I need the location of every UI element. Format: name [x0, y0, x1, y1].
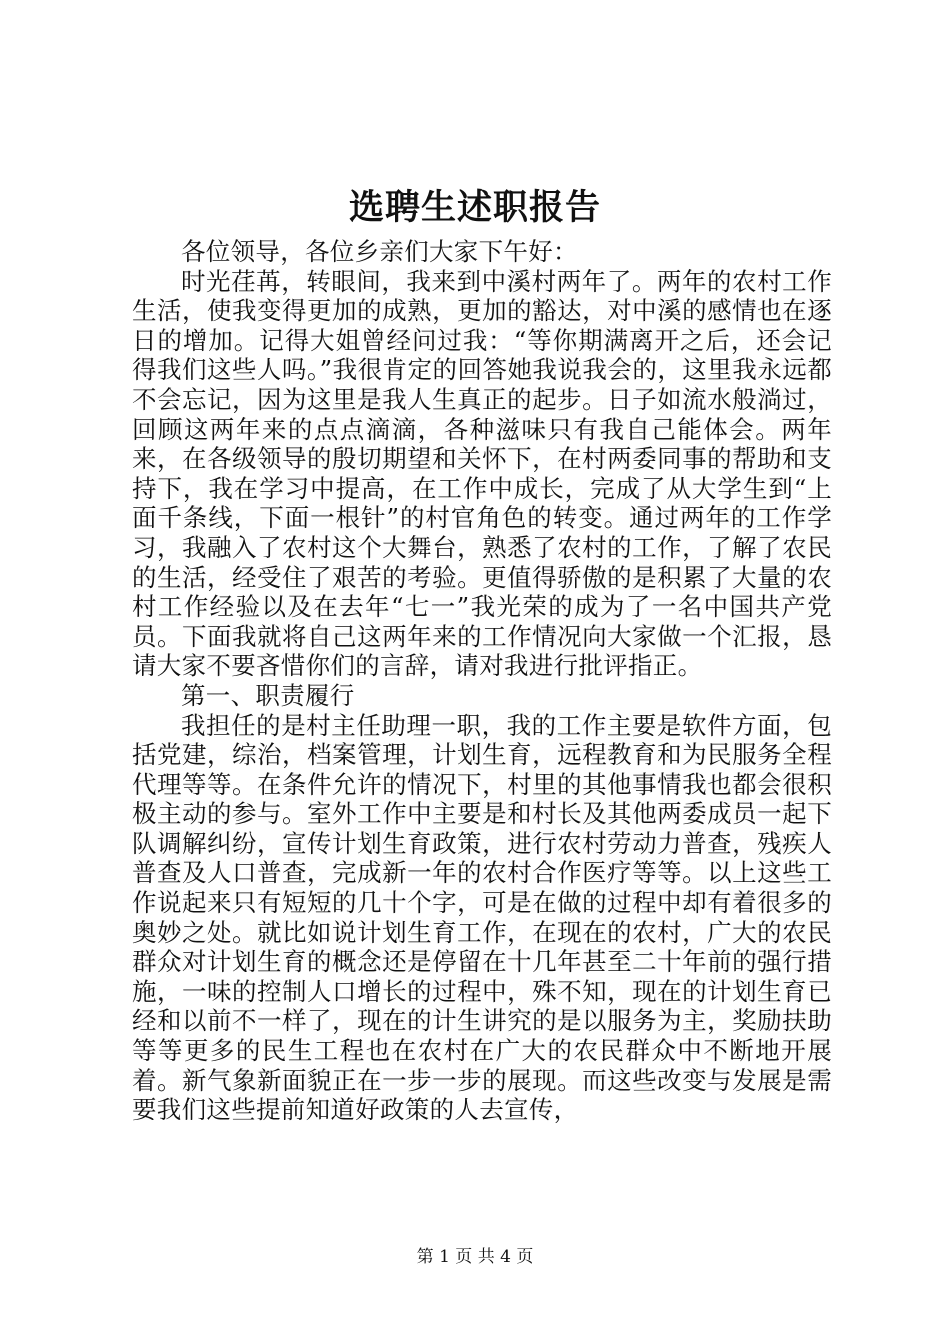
page-number-footer: 第 1 页 共 4 页: [416, 1247, 534, 1267]
section-heading: 第一、职责履行: [181, 680, 355, 710]
greeting-paragraph: 各位领导，各位乡亲们大家下午好：: [181, 237, 578, 266]
document-body: [132, 237, 832, 1125]
duties-paragraph: 我担任的是村主任助理一职，我的工作主要是软件方面，包括党建，综治，档案管理，计划生育，远程教育和为民服务全程代理等等。在条件允许的情况下，村里的其他事情我也都会很积极主动的参与。室外工作中主要是和村长及其他两委成员一起下队调解纠纷，宣传计划生育政策，进行农村劳动力普查，残疾人普查及人口普查，完成新一年的农村合作医疗等等。以上这些工作说起来只有短短的几十个字，可是在做的过程中却有着很多的奥妙之处。就比如说计划生育工作，在现在的农村，广大的农民群众对计划生育的概念还是停留在十几年甚至二十年前的强行措施，一味的控制人口增长的过程中，殊不知，现在的计划生育已经和以前不一样了，现在的计生讲究的是以服务为主，奖励扶助等等更多的民生工程也在农村在广大的农民群众中不断地开展着。新气象新面貌正在一步一步的展现。而这些改变与发展是需要我们这些提前知道好政策的人去宣传，: [132, 710, 832, 1125]
intro-paragraph: 时光荏苒，转眼间，我来到中溪村两年了。两年的农村工作生活，使我变得更加的成熟，更加的豁达，对中溪的感情也在逐日的增加。记得大姐曾经问过我：“等你期满离开之后，还会记得我们这些人吗。”我很肯定的回答她我说我会的，这里我永远都不会忘记，因为这里是我人生真正的起步。日子如流水般淌过，回顾这两年来的点点滴滴，各种滋味只有我自己能体会。两年来，在各级领导的殷切期望和关怀下，在村两委同事的帮助和支持下，我在学习中提高，在工作中成长，完成了从大学生到“上面千条线，下面一根针”的村官角色的转变。通过两年的工作学习，我融入了农村这个大舞台，熟悉了农村的工作，了解了农民的生活，经受住了艰苦的考验。更值得骄傲的是积累了大量的农村工作经验以及在去年“七一”我光荣的成为了一名中国共产党员。下面我就将自己这两年来的工作情况向大家做一个汇报，恳请大家不要吝惜你们的言辞，请对我进行批评指正。: [132, 266, 833, 681]
document-title: 选聘生述职报告: [348, 187, 601, 228]
